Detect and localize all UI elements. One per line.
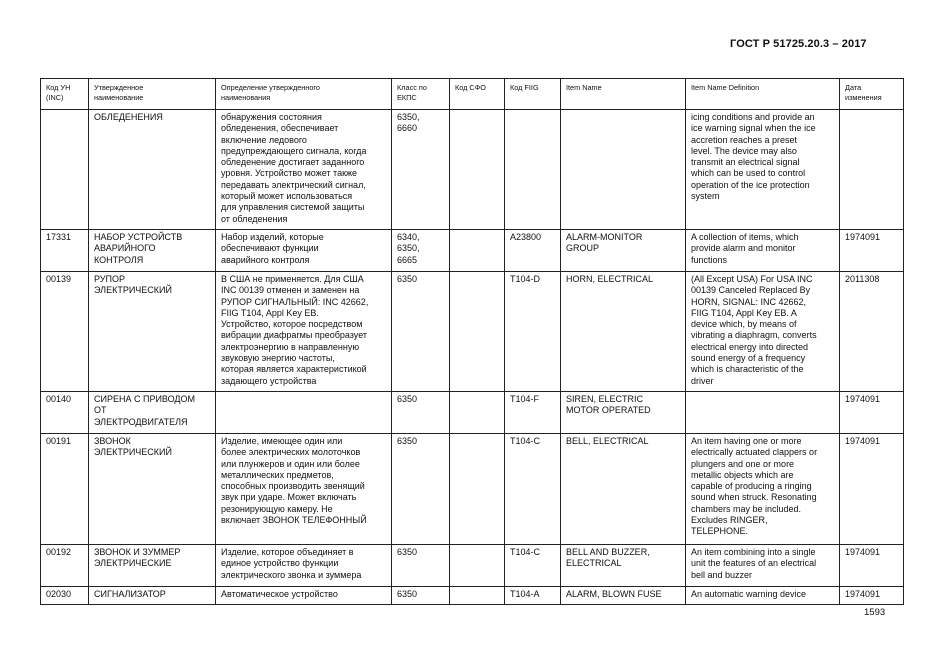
cell-definition: обнаружения состояния обледенения, обеспечивает включение ледового предупреждающего сигнала, когда обледенение достигает заданного уровня. Устройство может также передавать электрический сигнал, который может использоваться для управления системой защиты от обледенения xyxy=(216,110,392,230)
table-row xyxy=(41,434,904,545)
cell-ekps-class: 6350 xyxy=(392,545,450,587)
cell-change-date: 2011308 xyxy=(840,272,904,392)
col-header-sfo-code: Код СФО xyxy=(450,79,505,110)
cell-sfo-code xyxy=(450,272,505,392)
cell-definition: Набор изделий, которые обеспечивают функции аварийного контроля xyxy=(216,230,392,272)
cell-item-name: SIREN, ELECTRIC MOTOR OPERATED xyxy=(561,392,686,434)
table-row xyxy=(41,392,904,434)
cell-item-definition: An item combining into a single unit the features of an electrical bell and buzzer xyxy=(686,545,840,587)
col-header-ekps-class: Класс по ЕКПС xyxy=(392,79,450,110)
col-header-change-date: Дата изменения xyxy=(840,79,904,110)
cell-sfo-code xyxy=(450,434,505,545)
page-number: 1593 xyxy=(864,607,886,618)
table-row xyxy=(41,587,904,605)
cell-item-name: BELL, ELECTRICAL xyxy=(561,434,686,545)
cell-fiig-code: T104-C xyxy=(505,434,561,545)
col-header-item-name: Item Name xyxy=(561,79,686,110)
cell-sfo-code xyxy=(450,230,505,272)
cell-ekps-class: 6340, 6350, 6665 xyxy=(392,230,450,272)
col-header-item-definition: Item Name Definition xyxy=(686,79,840,110)
cell-approved-name: РУПОР ЭЛЕКТРИЧЕСКИЙ xyxy=(89,272,216,392)
cell-item-name: ALARM-MONITOR GROUP xyxy=(561,230,686,272)
cell-ekps-class: 6350 xyxy=(392,272,450,392)
cell-approved-name: СИГНАЛИЗАТОР xyxy=(89,587,216,605)
cell-inc xyxy=(41,110,89,230)
cell-sfo-code xyxy=(450,392,505,434)
cell-fiig-code: T104-C xyxy=(505,545,561,587)
document-code: ГОСТ Р 51725.20.3 – 2017 xyxy=(730,38,867,50)
cell-item-definition: An item having one or more electrically actuated clappers or plungers and one or more metallic objects which are capable of producing a ringing sound when struck. Resonating chambers may be included. Excludes RINGER, TELEPHONE. xyxy=(686,434,840,545)
table-row xyxy=(41,272,904,392)
cell-inc: 00191 xyxy=(41,434,89,545)
col-header-definition: Определение утвержденного наименования xyxy=(216,79,392,110)
cell-sfo-code xyxy=(450,110,505,230)
table-header-row xyxy=(41,79,904,110)
cell-item-name xyxy=(561,110,686,230)
cell-item-definition: An automatic warning device xyxy=(686,587,840,605)
cell-item-name: ALARM, BLOWN FUSE xyxy=(561,587,686,605)
cell-change-date: 1974091 xyxy=(840,392,904,434)
cell-ekps-class: 6350, 6660 xyxy=(392,110,450,230)
nomenclature-table xyxy=(40,78,904,605)
cell-change-date: 1974091 xyxy=(840,434,904,545)
cell-fiig-code: T104-D xyxy=(505,272,561,392)
cell-approved-name: НАБОР УСТРОЙСТВ АВАРИЙНОГО КОНТРОЛЯ xyxy=(89,230,216,272)
cell-inc: 00139 xyxy=(41,272,89,392)
cell-change-date xyxy=(840,110,904,230)
cell-item-definition: A collection of items, which provide alarm and monitor functions xyxy=(686,230,840,272)
table-row xyxy=(41,545,904,587)
cell-definition: Изделие, которое объединяет в единое устройство функции электрического звонка и зуммера xyxy=(216,545,392,587)
cell-fiig-code: A23800 xyxy=(505,230,561,272)
col-header-fiig-code: Код FIIG xyxy=(505,79,561,110)
cell-fiig-code xyxy=(505,110,561,230)
cell-approved-name: ЗВОНОК ЭЛЕКТРИЧЕСКИЙ xyxy=(89,434,216,545)
table-row xyxy=(41,230,904,272)
table-row xyxy=(41,110,904,230)
cell-fiig-code: T104-F xyxy=(505,392,561,434)
cell-approved-name: СИРЕНА С ПРИВОДОМ ОТ ЭЛЕКТРОДВИГАТЕЛЯ xyxy=(89,392,216,434)
cell-fiig-code: T104-A xyxy=(505,587,561,605)
cell-definition: В США не применяется. Для США INC 00139 отменен и заменен на РУПОР СИГНАЛЬНЫЙ: INC 42662, FIIG T104, Appl Key EB. Устройство, которое посредством вибрации диафрагмы преобразует электроэнергию в направленную звуковую энергию частоты, которая является характеристикой задающего устройства xyxy=(216,272,392,392)
cell-inc: 02030 xyxy=(41,587,89,605)
col-header-approved-name: Утвержденное наименование xyxy=(89,79,216,110)
cell-item-name: HORN, ELECTRICAL xyxy=(561,272,686,392)
cell-inc: 17331 xyxy=(41,230,89,272)
col-header-inc: Код УН (INC) xyxy=(41,79,89,110)
cell-inc: 00140 xyxy=(41,392,89,434)
cell-ekps-class: 6350 xyxy=(392,392,450,434)
cell-ekps-class: 6350 xyxy=(392,434,450,545)
cell-ekps-class: 6350 xyxy=(392,587,450,605)
cell-item-name: BELL AND BUZZER, ELECTRICAL xyxy=(561,545,686,587)
cell-item-definition: (All Except USA) For USA INC 00139 Canceled Replaced By HORN, SIGNAL: INC 42662, FIIG T104, Appl Key EB. A device which, by means of vibrating a diaphragm, converts electrical energy into directed sound energy of a frequency which is characteristic of the driver xyxy=(686,272,840,392)
cell-inc: 00192 xyxy=(41,545,89,587)
cell-change-date: 1974091 xyxy=(840,587,904,605)
cell-approved-name: ОБЛЕДЕНЕНИЯ xyxy=(89,110,216,230)
cell-change-date: 1974091 xyxy=(840,230,904,272)
cell-definition: Изделие, имеющее один или более электрических молоточков или плунжеров и один или более металлических предметов, способных производить звенящий звук при ударе. Может включать резонирующую камеру. Не включает ЗВОНОК ТЕЛЕФОННЫЙ xyxy=(216,434,392,545)
cell-sfo-code xyxy=(450,545,505,587)
cell-item-definition xyxy=(686,392,840,434)
cell-change-date: 1974091 xyxy=(840,545,904,587)
cell-definition: Автоматическое устройство xyxy=(216,587,392,605)
cell-sfo-code xyxy=(450,587,505,605)
cell-item-definition: icing conditions and provide an ice warning signal when the ice accretion reaches a preset level. The device may also transmit an electrical signal which can be used to control operation of the ice protection system xyxy=(686,110,840,230)
cell-approved-name: ЗВОНОК И ЗУММЕР ЭЛЕКТРИЧЕСКИЕ xyxy=(89,545,216,587)
cell-definition xyxy=(216,392,392,434)
